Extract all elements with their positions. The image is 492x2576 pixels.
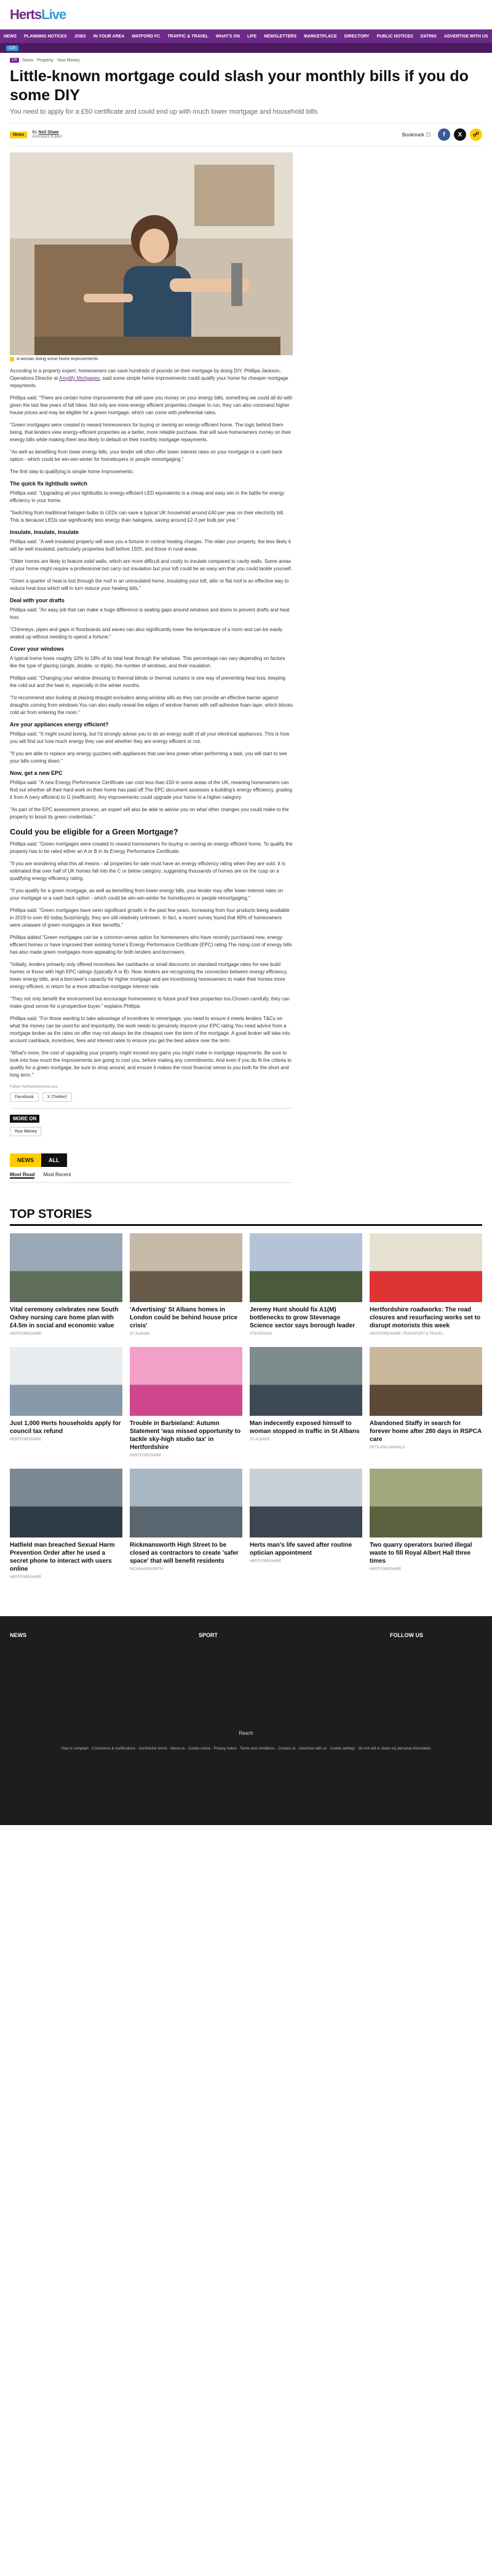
- article-paragraph: "Initially, lenders primarily only offered incentives like cashbacks or small discounts on standard mortgage rates for new build homes or those with high EPC ratings (typically A or B). Now, lenders are recognising the connection between energy efficiency, lower energy bills, and a borrower's capacity for higher mortgage and are incentivising homeowners to make their homes more energy efficient, in return for a more attractive mortgage interest rate.: [10, 962, 288, 989]
- tab-most-recent[interactable]: Most Recent: [43, 1172, 71, 1177]
- hero-illustration: [10, 152, 293, 355]
- topic-chip-your-money[interactable]: Your Money: [10, 1127, 41, 1136]
- story-thumbnail[interactable]: [370, 1233, 482, 1302]
- article-paragraph: Phillipa said: "A new Energy Performance Certificate can cost less than £50 in some areas of the UK, meaning homeowners can find out whether all their hard work on their home has paid off.The EPC document assesses a building's energy efficiency, grading it from A (very efficient) to G (inefficient). Any improvements could upgrade your home to a higher category.: [10, 780, 293, 800]
- author-link[interactable]: Neil Shaw: [38, 130, 59, 135]
- section-heading: The quick fix lightbulb switch: [10, 481, 88, 487]
- article-paragraph: Phillipa said: "For those wanting to take advantage of incentives to remortgage, you need to ensure it meets lenders T&Cs on what the money can be used for and importantly, the work needs to genuinely improve your EPC rating.You need advice from a mortgage broker as the rates on offer may not always be the cheapest over the term of the mortgage. A good broker will take into account cashback, incentives, fees and interest rates to ensure you get the best advice over the term.: [10, 1016, 290, 1043]
- breadcrumb: [10, 58, 482, 63]
- story-title[interactable]: Just 1,000 Herts households apply for council tax refund: [10, 1420, 121, 1435]
- facebook-share-icon[interactable]: f: [438, 128, 450, 141]
- footer-col-sport[interactable]: SPORT: [199, 1632, 218, 1638]
- nav-item[interactable]: MARKETPLACE: [304, 34, 337, 39]
- breadcrumb-tag: CR: [10, 58, 19, 63]
- footer-col-follow[interactable]: FOLLOW US: [390, 1632, 424, 1638]
- feed-tabs: [10, 1153, 293, 1167]
- story-title[interactable]: Vital ceremony celebrates new South Oxhey nursing care home plan with £4.5m in social and economic value: [10, 1306, 119, 1329]
- story-card[interactable]: [130, 1233, 242, 1336]
- nav-item[interactable]: WATFORD FC: [132, 34, 161, 39]
- nav-item[interactable]: LIFE: [247, 34, 257, 39]
- nav-item[interactable]: IN YOUR AREA: [93, 34, 125, 39]
- article-paragraph: "Given a quarter of heat is lost through the roof in an uninsulated home, insulating your loft, attic or flat roof is an effective way to reduce heat loss which will in turn reduce your heating bills.": [10, 578, 289, 591]
- masthead: [0, 0, 492, 29]
- tab-all[interactable]: ALL: [41, 1153, 67, 1167]
- standfirst: You need to apply for a £50 certificate and could end up with much lower mortgage and household bills: [10, 108, 318, 116]
- story-section[interactable]: HERTFORDSHIRE: [10, 1576, 42, 1579]
- story-section[interactable]: HERTFORDSHIRE TRANSPORT & TRAVEL: [370, 1332, 444, 1336]
- sub-nav: [0, 43, 492, 53]
- story-thumbnail[interactable]: [130, 1347, 242, 1416]
- story-card[interactable]: [250, 1469, 362, 1579]
- article-paragraph: The first step to qualifying is simple home improvements:: [10, 469, 134, 474]
- top-stories: [0, 1208, 492, 1579]
- byline-by: By: [32, 130, 38, 135]
- footer-brand: Reach: [239, 1730, 253, 1736]
- article-paragraph: "Green mortgages were created to reward homeowners for buying or owning an energy-efficient home. The logic behind them being, that lenders view energy-efficient properties as a better, more reliable purchase, that will save homeowners money on their energy bills while making them less likely to default on their monthly mortgage repayments.: [10, 422, 292, 442]
- nav-item[interactable]: DATING: [420, 34, 437, 39]
- main-nav: [0, 29, 492, 43]
- article-paragraph: "Chimneys, pipes and gaps in floorboards and eaves can also significantly lower the temperature of a room and can be easily sealed up without needing to spend a fortune.": [10, 627, 283, 640]
- nav-item[interactable]: NEWSLETTERS: [264, 34, 297, 39]
- article-paragraph: "If you are able to replace any energy guzzlers with appliances that use less power when performing a task, you will start to see your bills coming down.": [10, 751, 287, 764]
- article-paragraph: Phillipa said: "Changing your window dressing to thermal blinds or thermal curtains is one way of preventing heat loss, keeping the cold out and the heat in, especially in the winter months.: [10, 675, 285, 688]
- breadcrumb-your-money[interactable]: Your Money: [57, 58, 80, 63]
- nav-item[interactable]: ADVERTISE WITH US: [444, 34, 488, 39]
- footer-col-news[interactable]: NEWS: [10, 1632, 26, 1638]
- section-heading: Deal with your drafts: [10, 597, 65, 603]
- share-tools: [402, 128, 482, 141]
- intro-paras: [10, 395, 293, 476]
- tab-most-read[interactable]: Most Read: [10, 1172, 35, 1177]
- top-stories-grid: [10, 1233, 482, 1579]
- story-card[interactable]: [250, 1233, 362, 1336]
- byline: [32, 130, 62, 139]
- story-title[interactable]: 'Advertising' St Albans homes in London could be behind house price crisis': [130, 1306, 237, 1329]
- story-title[interactable]: Rickmansworth High Street to be closed as contractors to create 'safer space' that will benefit residents: [130, 1542, 239, 1565]
- footer-links[interactable]: How to complain · Corrections & clarifications · Contributor terms · About us · Cookie notice · Privacy notice · Terms and conditions · Contact us · Advertise with us · Cookie settings · Do not sell or share my personal information: [61, 1747, 431, 1751]
- nav-item[interactable]: WHAT'S ON: [215, 34, 240, 39]
- article-paragraph: "If you qualify for a green mortgage, as well as benefiting from lower energy bills, your lender may offer lower interest rates on your mortgage or a cash back option - which could be win-win-winter for homebuyers or people remortgaging.": [10, 888, 284, 901]
- section-heading: Cover your windows: [10, 646, 65, 652]
- article-paragraph: "If you are wondering what this all means - all properties for sale must have an energy efficiency rating when they are sold. It is estimated that over half of UK homes fall into the C or below category, suggesting thousands of homes are on the cusp on a qualifying energy efficiency rating.: [10, 861, 285, 881]
- article-paragraph: Phillipa said: "Upgrading all your lightbulbs to energy-efficient LED equivalents is a cheap and easy win in the battle for energy efficiency in your home.: [10, 490, 285, 503]
- author-role: Assistant Editor: [32, 135, 62, 139]
- story-title[interactable]: Hatfield man breached Sexual Harm Prevention Order after he used a secret phone to interact with users online: [10, 1542, 115, 1573]
- story-title[interactable]: Man indecently exposed himself to woman stopped in traffic in St Albans: [250, 1420, 360, 1435]
- hero-image: [10, 152, 293, 355]
- story-section[interactable]: STEVENAGE: [250, 1332, 272, 1336]
- story-title[interactable]: Two quarry operators buried illegal waste to fill Royal Albert Hall three times: [370, 1542, 472, 1565]
- story-card[interactable]: [10, 1347, 122, 1458]
- story-card[interactable]: [370, 1347, 482, 1458]
- link-share-icon[interactable]: ☍: [470, 128, 482, 141]
- story-section[interactable]: HERTFORDSHIRE: [10, 1332, 42, 1336]
- article-paragraph: A typical home loses roughly 10% to 18% of its total heat through the windows. This percentage can vary depending on factors like the type of glazing (single, double, or triple), the number of windows, and their insulation.: [10, 656, 285, 669]
- footer: [0, 1616, 492, 1825]
- story-card[interactable]: [130, 1469, 242, 1579]
- story-section[interactable]: RICKMANSWORTH: [130, 1568, 164, 1571]
- logo-part-1: Herts: [10, 6, 42, 22]
- article-paragraph: Phillipa said: "There are certain home improvements that will save you money on your energy bills, something we could all do with given the last few years of bill hikes. Not only are more energy efficient properties cheaper to run, they can also command higher house prices and may be eligible for a green mortgage, which can come with preferential rates.: [10, 395, 293, 415]
- green-mortgage-section: [10, 841, 293, 1079]
- bookmark-button[interactable]: [402, 132, 430, 138]
- story-title[interactable]: Abandoned Staffy in search for forever home after 280 days in RSPCA care: [370, 1420, 482, 1443]
- article-paragraph: Phillipa said: "Green mortgages have seen significant growth in the past few years, increasing from four products being available in 2019 to over 60 today.Surprisingly, they are still relatively unknown. In fact, a recent survey found that 80% of homeowners were unaware of green mortgages or their benefits.": [10, 908, 290, 928]
- breadcrumb-property[interactable]: Property: [37, 58, 54, 63]
- camera-icon: [10, 357, 14, 361]
- article-paragraph: Phillipa said: "A well insulated property will save you a fortune in central heating charges. The older your property, the less likely it will be well insulated, particularly properties built before 1925, and those in rural areas.: [10, 539, 292, 552]
- x-share-button[interactable]: X (Twitter): [42, 1093, 72, 1102]
- story-thumbnail[interactable]: [370, 1469, 482, 1537]
- section-heading: Are your appliances energy efficient?: [10, 721, 109, 728]
- logo-part-2: Live: [41, 6, 66, 22]
- top-stories-title: TOP STORIES: [10, 1208, 482, 1226]
- story-title[interactable]: Hertfordshire roadworks: The road closures and resurfacing works set to disrupt motorists this week: [370, 1306, 481, 1329]
- section-heading: Now, get a new EPC: [10, 770, 63, 776]
- nav-item[interactable]: PLANNING NOTICES: [24, 34, 67, 39]
- article-paragraph: Phillipa said: "An easy job that can make a huge difference is sealing gaps around windows and doors to prevent drafts and heat loss.: [10, 607, 290, 620]
- bookmark-label: Bookmark: [402, 132, 424, 138]
- footer-columns: [10, 1632, 482, 1638]
- nav-item[interactable]: TRAFFIC & TRAVEL: [167, 34, 208, 39]
- story-card[interactable]: [370, 1469, 482, 1579]
- story-section[interactable]: PETS AND ANIMALS: [370, 1446, 405, 1450]
- story-thumbnail[interactable]: [10, 1233, 122, 1302]
- story-title[interactable]: Herts man's life saved after routine optician appointment: [250, 1542, 352, 1557]
- story-section[interactable]: ST ALBANS: [130, 1332, 150, 1336]
- story-section[interactable]: HERTFORDSHIRE: [130, 1454, 162, 1458]
- site-logo[interactable]: [10, 7, 66, 23]
- tab-news[interactable]: NEWS: [10, 1153, 41, 1167]
- bookmark-icon: ☐: [426, 132, 430, 138]
- article-paragraph: "As part of the EPC assessment process, an expert will also be able to advise you on what other changes you could make to the property to boost its green credentials.": [10, 807, 289, 820]
- story-card[interactable]: [250, 1347, 362, 1458]
- article-body: [10, 367, 293, 1079]
- story-thumbnail[interactable]: [130, 1469, 242, 1537]
- story-thumbnail[interactable]: [130, 1233, 242, 1302]
- feed-subtabs: [10, 1167, 293, 1183]
- story-thumbnail[interactable]: [370, 1347, 482, 1416]
- nav-item[interactable]: JOBS: [74, 34, 86, 39]
- sub-nav-chip[interactable]: CR: [6, 45, 18, 51]
- x-share-icon[interactable]: X: [454, 128, 466, 141]
- intro-text: According to a property expert, homeowners can save hundreds of pounds on their mortgage by doing DIY. Phillipa Jackson, Operations Director at: [10, 368, 281, 381]
- story-card[interactable]: [10, 1469, 122, 1579]
- news-badge: News: [10, 132, 27, 138]
- green-mortgage-heading: Could you be eligible for a Green Mortgage?: [10, 827, 178, 836]
- article-paragraph: "They not only benefit the environment but encourage homeowners to future proof their properties too.Chosen carefully, they can make good sense for a prospective buyer," explains Phillipa.: [10, 996, 290, 1009]
- bottom-share-row: [10, 1093, 293, 1102]
- article-sections: [10, 481, 293, 821]
- story-section[interactable]: HERTFORDSHIRE: [250, 1560, 282, 1563]
- story-title[interactable]: Jeremy Hunt should fix A1(M) bottlenecks to grow Stevenage Science sector says borough leader: [250, 1306, 355, 1329]
- story-thumbnail[interactable]: [250, 1347, 362, 1416]
- image-caption: [10, 357, 293, 361]
- story-thumbnail[interactable]: [250, 1233, 362, 1302]
- follow-text: Follow HertfordshireLive.com: [10, 1085, 58, 1089]
- story-section[interactable]: HERTFORDSHIRE: [370, 1568, 402, 1571]
- article-paragraph: Phillipa said: "Green mortgages were created to reward homeowners for buying or owning an energy efficient home. To qualify the property has to be rated either an A or B in its Energy Performance Certificate.: [10, 841, 293, 854]
- story-thumbnail[interactable]: [10, 1347, 122, 1416]
- nav-item[interactable]: NEWS: [4, 34, 17, 39]
- nav-item[interactable]: PUBLIC NOTICES: [376, 34, 413, 39]
- story-section[interactable]: HERTFORDSHIRE: [10, 1438, 42, 1442]
- article-paragraph: "I'd recommend also looking at placing draught excluders along window sills as they can provide an effective barrier against draughts coming from windows.You can also easily reseal the edges of window frames with self-adhesive foam tape, which blocks cold air from entering the room.": [10, 695, 293, 715]
- article-paragraph: "Switching from traditional halogen bulbs to LEDs can save a typical UK household around £40 per year on their electricity bill. This is because LEDs use significantly less energy than halogens, saving around £2-3 per bulb per year.": [10, 510, 285, 523]
- story-card[interactable]: [10, 1233, 122, 1336]
- headline: Little-known mortgage could slash your monthly bills if you do some DIY: [10, 68, 469, 104]
- story-card[interactable]: [370, 1233, 482, 1336]
- article-paragraph: Phillipa added "Green mortgages can be a common-sense option for homeowners who have recently purchased new, energy-efficient homes or have improved their existing home's Energy Performance Certificate (EPC) rating.The rising cost of energy bills has also made green mortgages more appealing for both lenders and borrowers.: [10, 935, 292, 955]
- article-paragraph: Phillipa said: "It might sound boring, but I'd strongly advise you to do an energy audit of all your electrical appliances. This is how you will find out how much energy they use and whether they are energy efficient or not.: [10, 731, 290, 744]
- story-card[interactable]: [130, 1347, 242, 1458]
- section-heading: Insulate, Insulate, Insulate: [10, 529, 79, 535]
- article-paragraph: "What's more, the cost of upgrading your property might exceed any gains you might make in mortgage repayments. Be sure to look into how much the improvements are going to cost you, before making any commitments. And even if you do fit the criteria to qualify for a green mortgage, be sure to shop around, and ensure it makes the most financial sense to you both for the short and long term.": [10, 1050, 292, 1078]
- article-paragraph: "As well as benefiting from lower energy bills, your lender will often offer lower interest rates on your mortgage or a cash back option - which could be win-win-winter for homebuyers or people remortgaging.": [10, 449, 282, 462]
- intro-end: , said some simple home improvements could qualify your home for cheaper mortgage repayments.: [10, 375, 288, 388]
- more-on: [10, 1108, 293, 1136]
- caption-text: A woman doing some home improvements: [17, 357, 98, 361]
- story-thumbnail[interactable]: [10, 1469, 122, 1537]
- intro-paragraph: [10, 367, 293, 390]
- amplify-link[interactable]: Amplify Mortgages: [59, 375, 100, 381]
- story-section[interactable]: ST ALBANS: [250, 1438, 270, 1442]
- byline-row: [10, 123, 482, 146]
- more-on-label: MORE ON: [10, 1115, 39, 1123]
- breadcrumb-news[interactable]: News: [22, 58, 34, 63]
- facebook-share-button[interactable]: Facebook: [10, 1093, 39, 1102]
- article-paragraph: "Older homes are likely to feature solid walls, which are more difficult and costly to insulate compared to cavity walls. Some areas of your home might require a professional but carry out insulation but your loft could be an easy win that you could tackle yourself.: [10, 559, 292, 571]
- story-thumbnail[interactable]: [250, 1469, 362, 1537]
- nav-item[interactable]: DIRECTORY: [344, 34, 370, 39]
- story-title[interactable]: Trouble in Barbieland: Autumn Statement 'was missed opportunity to tackle sky-high studio tax' in Hertfordshire: [130, 1420, 241, 1451]
